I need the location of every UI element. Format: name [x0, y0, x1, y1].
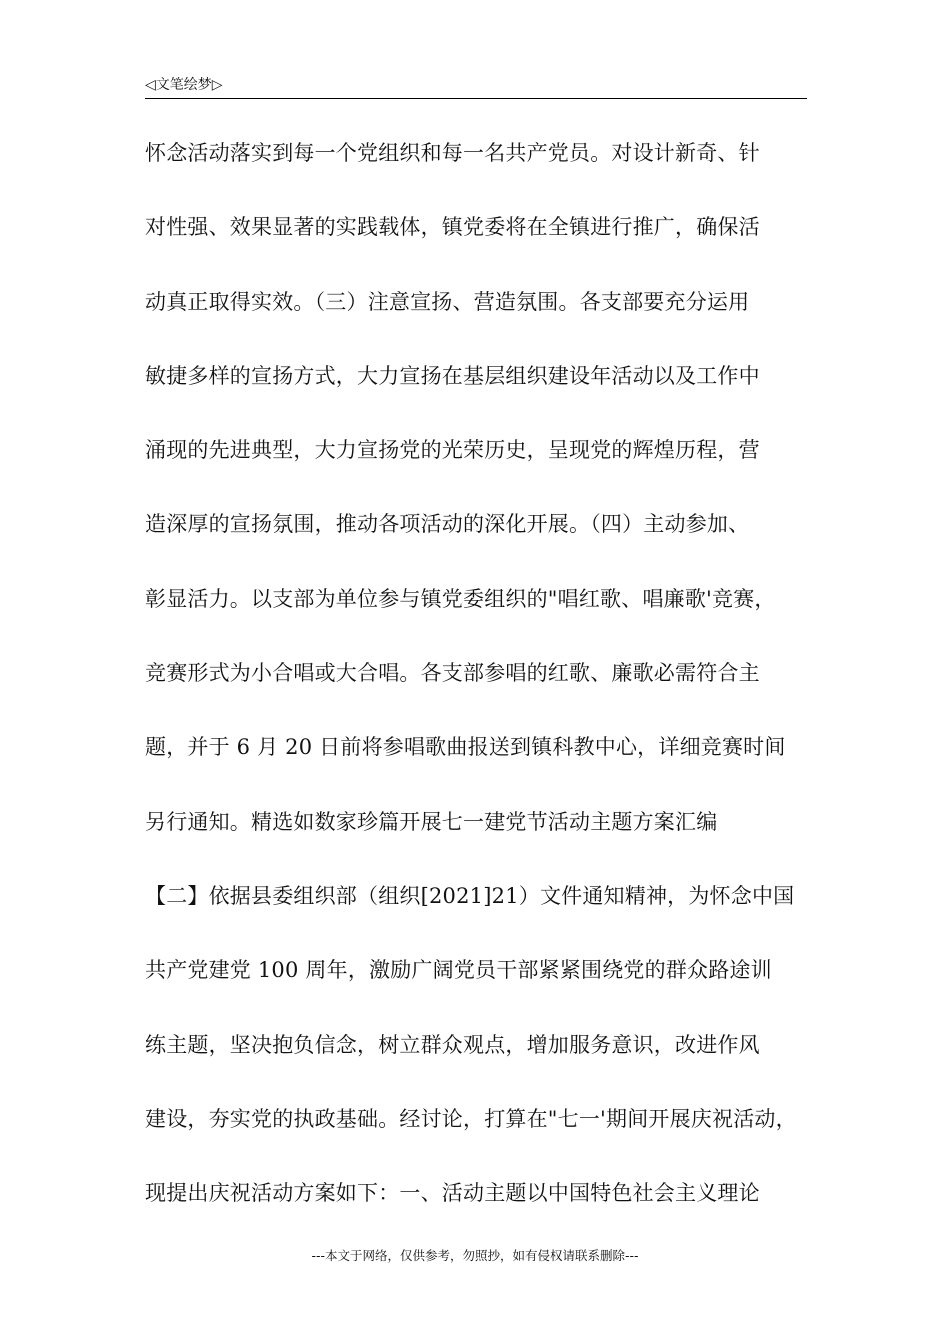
- text-line: 竞赛形式为小合唱或大合唱。各支部参唱的红歌、廉歌必需符合主: [145, 661, 760, 686]
- text-line: 建设，夯实党的执政基础。经讨论，打算在"七一'期间开展庆祝活动，: [145, 1106, 797, 1131]
- text-line: 共产党建党 100 周年，激励广阔党员干部紧紧围绕党的群众路途训: [145, 958, 772, 983]
- text-line: 现提出庆祝活动方案如下：一、活动主题以中国特色社会主义理论: [145, 1181, 760, 1206]
- text-line: 动真正取得实效。（三）注意宣扬、营造氛围。各支部要充分运用: [145, 289, 750, 314]
- page-footer-note: ---本文于网络，仅供参考，勿照抄，如有侵权请联系删除---: [311, 1248, 639, 1263]
- document-body: [145, 133, 807, 1247]
- text-line: 【二】依据县委组织部（组织[2021]21）文件通知精神，为怀念中国: [145, 883, 795, 908]
- text-line: 练主题，坚决抱负信念，树立群众观点，增加服务意识，改进作风: [145, 1032, 760, 1057]
- text-line: 怀念活动落实到每一个党组织和每一名共产党员。对设计新奇、针: [145, 141, 760, 165]
- text-line: 题，并于 6 月 20 日前将参唱歌曲报送到镇科教中心，详细竞赛时间: [145, 735, 786, 760]
- text-line: 涌现的先进典型，大力宣扬党的光荣历史，呈现党的辉煌历程，营: [145, 438, 760, 463]
- text-line: 另行通知。精选如数家珍篇开展七一建党节活动主题方案汇编: [145, 809, 718, 834]
- header-title: ◁文笔绘梦▷: [145, 77, 223, 93]
- text-line: 对性强、效果显著的实践载体，镇党委将在全镇进行推广，确保活: [145, 215, 760, 240]
- text-line: 彰显活力。以支部为单位参与镇党委组织的"唱红歌、唱廉歌'竞赛，: [145, 586, 776, 611]
- text-line: 造深厚的宣扬氛围，推动各项活动的深化开展。（四）主动参加、: [145, 512, 750, 537]
- page-header: [145, 72, 807, 99]
- text-line: 敏捷多样的宣扬方式，大力宣扬在基层组织建设年活动以及工作中: [145, 363, 760, 388]
